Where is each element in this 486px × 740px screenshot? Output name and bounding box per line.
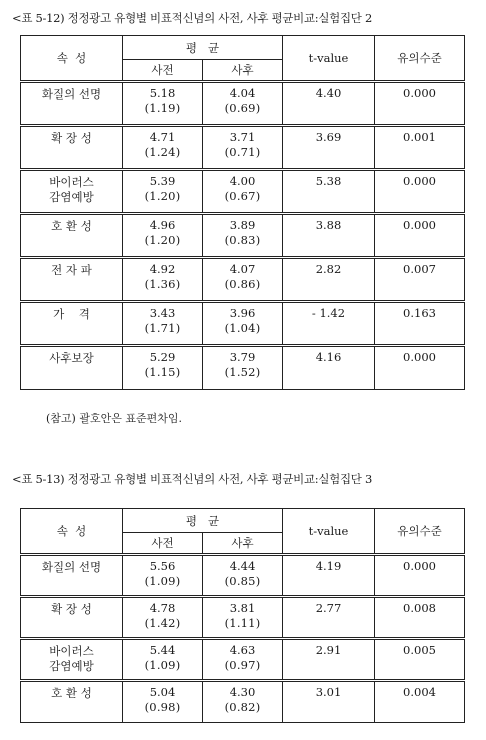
pre-cell: [123, 681, 203, 723]
post-cell: [203, 681, 283, 723]
attribute-cell: 화질의 선명: [21, 82, 123, 126]
t-value-cell: 2.91: [283, 639, 375, 681]
t-value-cell: 3.01: [283, 681, 375, 723]
pre-cell: [123, 126, 203, 170]
post-cell: [203, 170, 283, 214]
post-mean: 4.63: [229, 643, 256, 657]
pre-cell: [123, 555, 203, 597]
pre-mean: 4.71: [149, 130, 176, 144]
header-significance: 유의수준: [375, 509, 465, 555]
post-mean: 4.07: [229, 262, 256, 276]
t-value-cell: 2.77: [283, 597, 375, 639]
pre-mean: 5.29: [149, 350, 176, 364]
post-cell: [203, 82, 283, 126]
post-sd: (0.69): [224, 101, 261, 115]
pre-mean: 4.78: [149, 601, 176, 615]
pre-cell: [123, 214, 203, 258]
table-5-13-caption: <표 5-13) 정정광고 유형별 비표적신념의 사전, 사후 평균비교:실험집단 3: [12, 472, 372, 486]
header-t-value: t-value: [283, 509, 375, 555]
attribute-cell: 화질의 선명: [21, 555, 123, 597]
post-sd: (0.71): [224, 145, 261, 159]
t-value-cell: - 1.42: [283, 302, 375, 346]
pre-sd: (1.15): [144, 365, 181, 379]
significance-cell: 0.007: [375, 258, 465, 302]
header-post: 사후: [203, 60, 283, 82]
header-significance: 유의수준: [375, 36, 465, 82]
table-5-13: [20, 508, 465, 723]
pre-mean: 5.44: [149, 643, 176, 657]
attribute-cell: 가 격: [21, 302, 123, 346]
pre-sd: (1.42): [144, 616, 181, 630]
pre-cell: [123, 346, 203, 390]
header-mean: 평 균: [123, 509, 283, 533]
t-value-cell: 3.88: [283, 214, 375, 258]
post-cell: [203, 302, 283, 346]
attribute-cell: 바이러스 감염예방: [21, 639, 123, 681]
t-value-cell: 4.19: [283, 555, 375, 597]
header-post: 사후: [203, 533, 283, 555]
table-row: [21, 597, 465, 639]
post-cell: [203, 597, 283, 639]
pre-sd: (1.24): [144, 145, 181, 159]
attribute-cell: 호 환 성: [21, 681, 123, 723]
pre-cell: [123, 258, 203, 302]
attribute-cell: 호 환 성: [21, 214, 123, 258]
pre-cell: [123, 302, 203, 346]
table-row: [21, 681, 465, 723]
attribute-cell: 사후보장: [21, 346, 123, 390]
pre-cell: [123, 639, 203, 681]
post-mean: 4.04: [229, 86, 256, 100]
pre-mean: 5.18: [149, 86, 176, 100]
table-5-12: [20, 35, 465, 390]
table-row: [21, 126, 465, 170]
table-row: [21, 346, 465, 390]
table-row: [21, 82, 465, 126]
post-cell: [203, 258, 283, 302]
significance-cell: 0.000: [375, 555, 465, 597]
pre-sd: (1.36): [144, 277, 181, 291]
pre-mean: 5.39: [149, 174, 176, 188]
post-mean: 3.81: [229, 601, 256, 615]
post-cell: [203, 639, 283, 681]
post-cell: [203, 346, 283, 390]
header-t-value: t-value: [283, 36, 375, 82]
pre-cell: [123, 597, 203, 639]
table-row: [21, 170, 465, 214]
significance-cell: 0.004: [375, 681, 465, 723]
post-sd: (0.86): [224, 277, 261, 291]
significance-cell: 0.008: [375, 597, 465, 639]
table-row: [21, 258, 465, 302]
significance-cell: 0.000: [375, 82, 465, 126]
pre-sd: (1.20): [144, 233, 181, 247]
t-value-cell: 2.82: [283, 258, 375, 302]
pre-cell: [123, 170, 203, 214]
pre-sd: (1.09): [144, 658, 181, 672]
significance-cell: 0.000: [375, 214, 465, 258]
header-pre: 사전: [123, 533, 203, 555]
pre-sd: (1.20): [144, 189, 181, 203]
t-value-cell: 4.40: [283, 82, 375, 126]
significance-cell: 0.001: [375, 126, 465, 170]
post-sd: (0.85): [224, 574, 261, 588]
pre-mean: 4.96: [149, 218, 176, 232]
pre-sd: (1.19): [144, 101, 181, 115]
table-row: [21, 555, 465, 597]
header-attribute: 속 성: [21, 36, 123, 82]
post-sd: (1.04): [224, 321, 261, 335]
post-cell: [203, 555, 283, 597]
attribute-cell: 전 자 파: [21, 258, 123, 302]
t-value-cell: 3.69: [283, 126, 375, 170]
attribute-cell: 확 장 성: [21, 597, 123, 639]
post-mean: 3.89: [229, 218, 256, 232]
table-row: [21, 639, 465, 681]
attribute-cell: 확 장 성: [21, 126, 123, 170]
pre-sd: (0.98): [144, 700, 181, 714]
significance-cell: 0.000: [375, 346, 465, 390]
post-mean: 3.96: [229, 306, 256, 320]
table-5-12-note: (참고) 괄호안은 표준편차임.: [46, 412, 182, 425]
header-pre: 사전: [123, 60, 203, 82]
header-mean: 평 균: [123, 36, 283, 60]
post-mean: 4.00: [229, 174, 256, 188]
post-sd: (0.97): [224, 658, 261, 672]
significance-cell: 0.163: [375, 302, 465, 346]
significance-cell: 0.000: [375, 170, 465, 214]
post-mean: 3.79: [229, 350, 256, 364]
attribute-cell: 바이러스 감염예방: [21, 170, 123, 214]
post-mean: 3.71: [229, 130, 256, 144]
pre-cell: [123, 82, 203, 126]
t-value-cell: 5.38: [283, 170, 375, 214]
significance-cell: 0.005: [375, 639, 465, 681]
post-mean: 4.30: [229, 685, 256, 699]
post-sd: (0.67): [224, 189, 261, 203]
post-sd: (1.52): [224, 365, 261, 379]
post-cell: [203, 126, 283, 170]
table-row: [21, 302, 465, 346]
header-attribute: 속 성: [21, 509, 123, 555]
pre-mean: 4.92: [149, 262, 176, 276]
pre-sd: (1.09): [144, 574, 181, 588]
pre-sd: (1.71): [144, 321, 181, 335]
post-cell: [203, 214, 283, 258]
t-value-cell: 4.16: [283, 346, 375, 390]
post-sd: (0.83): [224, 233, 261, 247]
pre-mean: 5.04: [149, 685, 176, 699]
table-5-12-caption: <표 5-12) 정정광고 유형별 비표적신념의 사전, 사후 평균비교:실험집단 2: [12, 11, 372, 25]
table-row: [21, 214, 465, 258]
post-mean: 4.44: [229, 559, 256, 573]
post-sd: (1.11): [224, 616, 261, 630]
post-sd: (0.82): [224, 700, 261, 714]
pre-mean: 5.56: [149, 559, 176, 573]
pre-mean: 3.43: [149, 306, 176, 320]
